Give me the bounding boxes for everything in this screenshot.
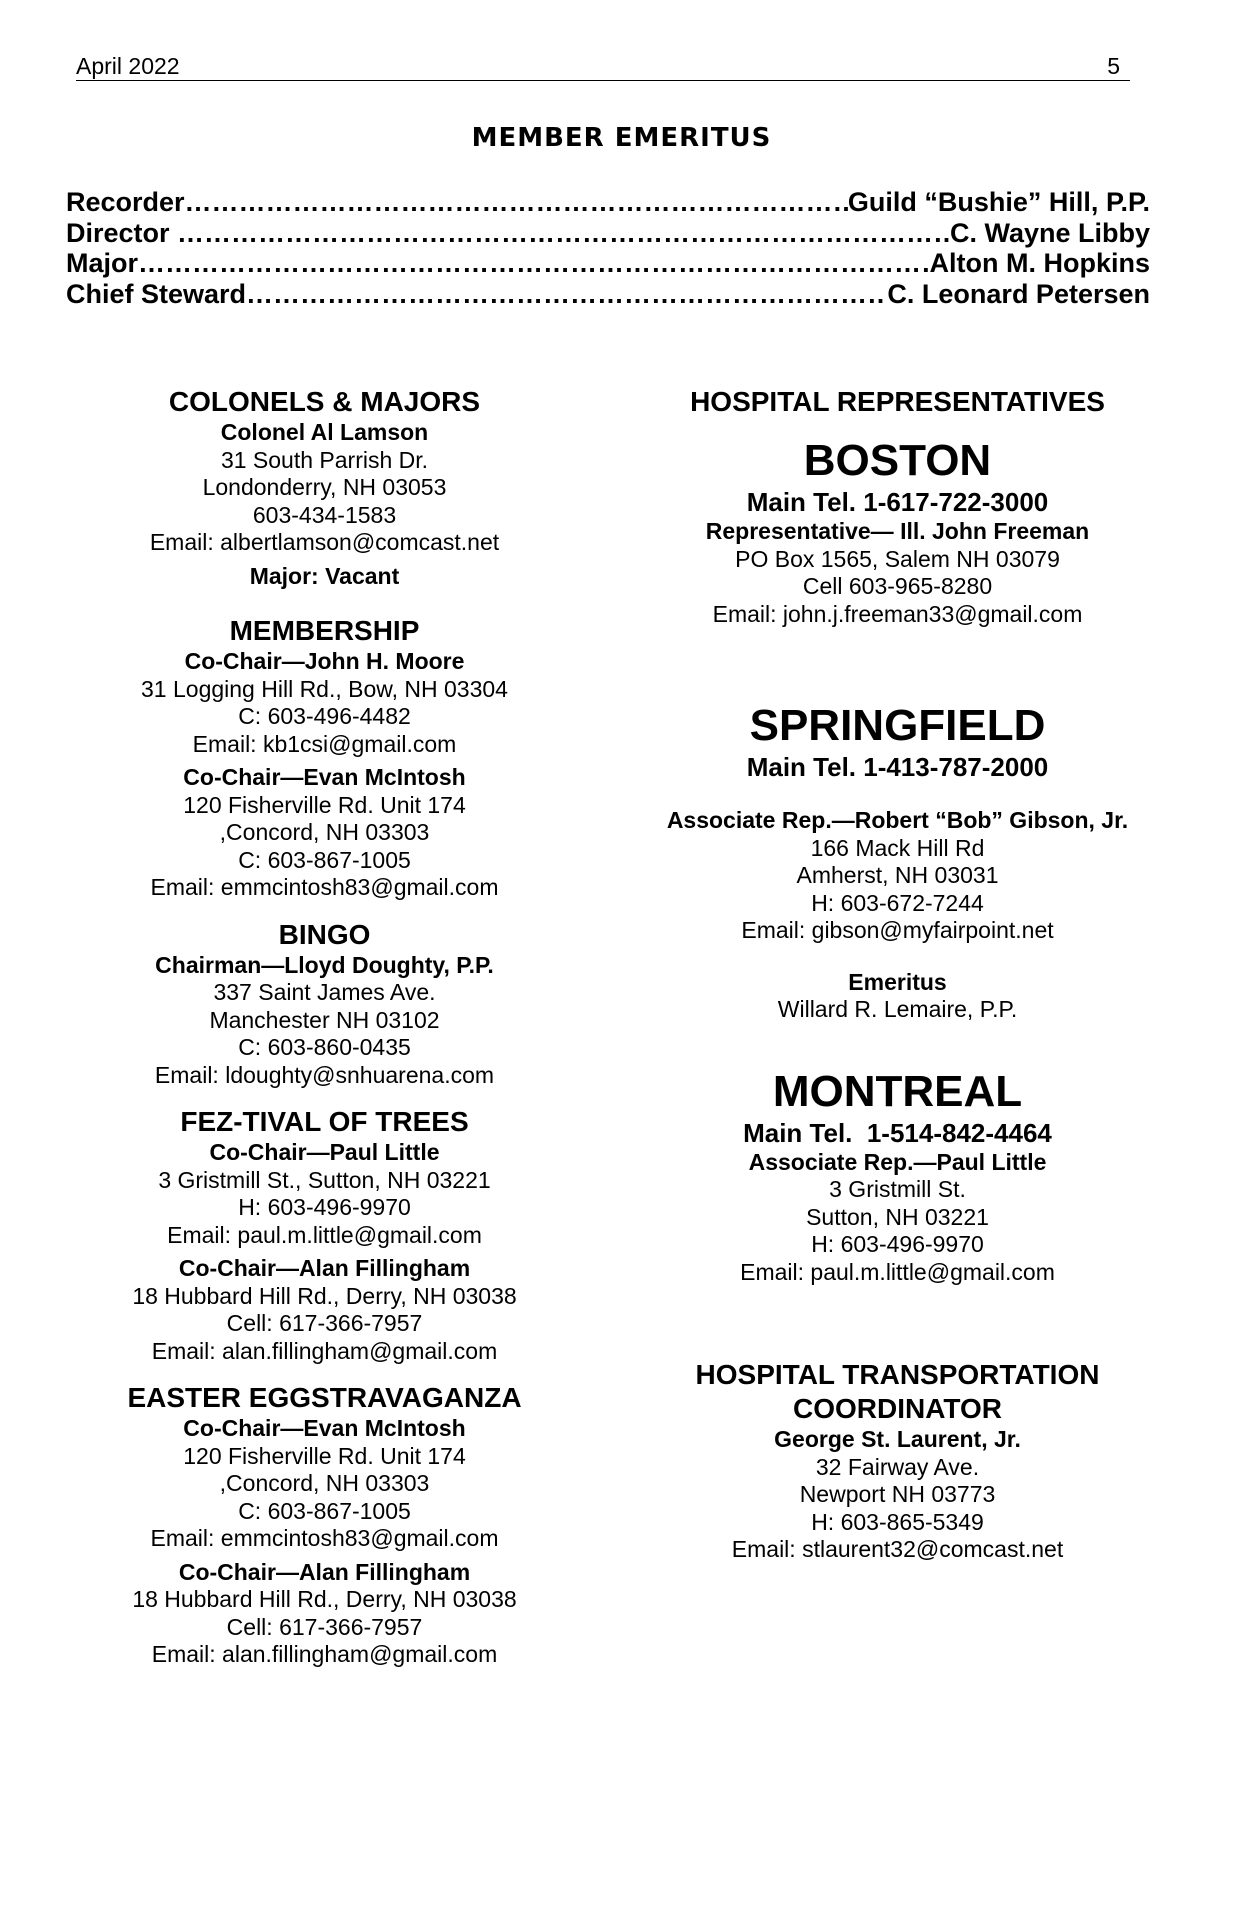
section-title: MEMBER EMERITUS <box>471 123 772 153</box>
contact-address: Amherst, NH 03031 <box>796 862 999 888</box>
contact-address: 31 Logging Hill Rd., Bow, NH 03304 <box>141 675 508 702</box>
contact-name: Chairman—Lloyd Doughty, P.P. <box>155 951 494 978</box>
emeritus-row <box>66 279 1150 310</box>
contact-email: Email: stlaurent32@comcast.net <box>731 1536 1064 1562</box>
montreal-section <box>640 1066 1155 1287</box>
contact-address: 32 Fairway Ave. <box>815 1453 980 1480</box>
emeritus-name: C. Leonard Petersen <box>887 278 1150 309</box>
contact-name: Co-Chair—John H. Moore <box>184 648 465 674</box>
left-column <box>76 385 573 1669</box>
contact-address: Sutton, NH 03221 <box>806 1203 989 1230</box>
contact-email: Email: alan.fillingham@gmail.com <box>151 1641 498 1667</box>
contact-address: Newport NH 03773 <box>799 1481 996 1507</box>
transport-section <box>640 1358 1155 1564</box>
city-name: MONTREAL <box>772 1066 1023 1116</box>
section-heading: MEMBERSHIP <box>229 615 420 646</box>
easter-section <box>76 1381 573 1669</box>
bingo-section <box>76 918 573 1090</box>
contact-address: 120 Fisherville Rd. Unit 174 <box>183 791 466 818</box>
contact-address: PO Box 1565, Salem NH 03079 <box>735 545 1060 572</box>
dot-leader <box>177 218 950 249</box>
section-heading: EASTER EGGSTRAVAGANZA <box>127 1382 522 1413</box>
contact-phone: H: 603-496-9970 <box>811 1231 984 1257</box>
contact-phone: H: 603-496-9970 <box>238 1194 411 1220</box>
contact-phone: C: 603-860-0435 <box>238 1034 411 1060</box>
emeritus-label: Emeritus <box>848 968 947 995</box>
section-heading: COLONELS & MAJORS <box>168 386 481 417</box>
contact-email: Email: john.j.freeman33@gmail.com <box>712 600 1083 627</box>
contact-address: Manchester NH 03102 <box>209 1006 440 1033</box>
contact-address: Londonderry, NH 03053 <box>202 474 447 500</box>
contact-name: Co-Chair—Alan Fillingham <box>178 1255 471 1281</box>
emeritus-role: Director <box>66 217 178 248</box>
contact-address: 120 Fisherville Rd. Unit 174 <box>183 1442 466 1469</box>
emeritus-row <box>66 187 1150 218</box>
contact-address: 18 Hubbard Hill Rd., Derry, NH 03038 <box>132 1586 517 1612</box>
major-note: Major: Vacant <box>249 562 400 589</box>
emeritus-role: Recorder <box>66 187 185 217</box>
contact-name: Co-Chair—Paul Little <box>209 1139 440 1165</box>
emeritus-role: Major <box>66 248 139 278</box>
contact-email: Email: paul.m.little@gmail.com <box>167 1221 482 1248</box>
dot-leader <box>185 187 848 218</box>
right-column <box>640 385 1155 1564</box>
contact-address: 166 Mack Hill Rd <box>810 834 985 861</box>
section-heading: FEZ-TIVAL OF TREES <box>180 1106 469 1137</box>
main-tel: Main Tel. 1-413-787-2000 <box>746 752 1049 782</box>
main-tel: Main Tel. 1-617-722-3000 <box>746 487 1049 517</box>
page-number: 5 <box>1107 53 1120 79</box>
contact-phone: Cell: 617-366-7957 <box>226 1613 423 1640</box>
contact-email: Email: alan.fillingham@gmail.com <box>151 1337 498 1364</box>
section-heading: COORDINATOR <box>793 1393 1002 1424</box>
membership-section <box>76 614 573 902</box>
emeritus-row <box>66 248 1150 279</box>
contact-phone: Cell 603-965-8280 <box>802 573 993 599</box>
contact-address: 18 Hubbard Hill Rd., Derry, NH 03038 <box>132 1282 517 1309</box>
representative: Representative— Ill. John Freeman <box>705 518 1090 544</box>
contact-name: Co-Chair—Evan McIntosh <box>183 1415 466 1441</box>
contact-address: 337 Saint James Ave. <box>213 979 436 1005</box>
contact-email: Email: emmcintosh83@gmail.com <box>150 874 499 900</box>
representative: Associate Rep.—Robert “Bob” Gibson, Jr. <box>666 807 1129 833</box>
contact-email: Email: paul.m.little@gmail.com <box>740 1258 1055 1285</box>
contact-address: 3 Gristmill St., Sutton, NH 03221 <box>158 1166 491 1193</box>
colonels-section <box>76 385 573 590</box>
emeritus-list <box>66 187 1150 309</box>
contact-phone: C: 603-496-4482 <box>238 703 411 729</box>
contact-name: Co-Chair—Evan McIntosh <box>183 764 466 790</box>
contact-email: Email: emmcintosh83@gmail.com <box>150 1525 499 1551</box>
contact-phone: H: 603-672-7244 <box>811 889 984 916</box>
emeritus-row <box>66 218 1150 249</box>
emeritus-name: C. Wayne Libby <box>949 217 1150 248</box>
contact-phone: H: 603-865-5349 <box>811 1508 984 1535</box>
page-header <box>76 52 1130 81</box>
emeritus-name: Alton M. Hopkins <box>929 248 1150 278</box>
dot-leader <box>138 248 930 279</box>
contact-address: 31 South Parrish Dr. <box>220 446 429 473</box>
contact-address: 3 Gristmill St. <box>829 1176 966 1202</box>
representative: Associate Rep.—Paul Little <box>748 1148 1047 1175</box>
section-heading: BINGO <box>278 918 371 950</box>
city-name: BOSTON <box>803 436 992 485</box>
fez-section <box>76 1105 573 1365</box>
section-heading: HOSPITAL TRANSPORTATION <box>695 1359 1100 1390</box>
header-date: April 2022 <box>76 53 180 79</box>
main-tel: Main Tel. 1-514-842-4464 <box>743 1117 1052 1148</box>
hospital-heading: HOSPITAL REPRESENTATIVES <box>690 386 1105 417</box>
contact-name: George St. Laurent, Jr. <box>774 1426 1021 1452</box>
city-name: SPRINGFIELD <box>749 701 1046 750</box>
contact-email: Email: albertlamson@comcast.net <box>149 529 500 555</box>
emeritus-name: Guild “Bushie” Hill, P.P. <box>847 187 1150 217</box>
contact-address: ,Concord, NH 03303 <box>219 819 430 845</box>
contact-phone: 603-434-1583 <box>252 501 397 528</box>
contact-email: Email: ldoughty@snhuarena.com <box>154 1061 495 1088</box>
contact-phone: C: 603-867-1005 <box>238 846 411 873</box>
contact-phone: C: 603-867-1005 <box>238 1497 411 1524</box>
boston-section <box>640 435 1155 628</box>
springfield-section <box>640 700 1155 1024</box>
emeritus-role: Chief Steward <box>66 278 247 309</box>
contact-name: Colonel Al Lamson <box>220 419 429 445</box>
contact-phone: Cell: 617-366-7957 <box>226 1310 423 1336</box>
emeritus-name: Willard R. Lemaire, P.P. <box>777 996 1018 1022</box>
contact-name: Co-Chair—Alan Fillingham <box>178 1558 471 1585</box>
contact-email: Email: gibson@myfairpoint.net <box>741 917 1054 943</box>
dot-leader <box>246 279 887 310</box>
contact-email: Email: kb1csi@gmail.com <box>192 730 457 757</box>
contact-address: ,Concord, NH 03303 <box>219 1470 430 1496</box>
